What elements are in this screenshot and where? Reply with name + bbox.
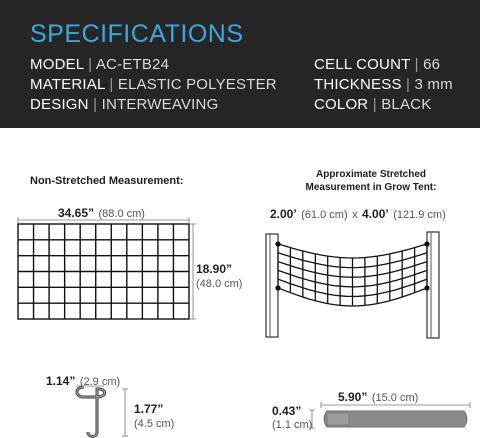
strap-width-cm: (1.1 cm): [272, 419, 313, 431]
net-grid-lines: [18, 224, 189, 319]
spec-value: BLACK: [381, 96, 432, 113]
spec-value: INTERWEAVING: [101, 96, 219, 113]
stretched-w2: 4.00’: [362, 207, 389, 221]
spec-label: COLOR: [314, 96, 369, 113]
tent-illustration: [266, 232, 439, 338]
hook-height-cm: (4.5 cm): [134, 418, 175, 430]
hook-width-in: 1.14”: [46, 374, 76, 388]
spec-separator: |: [93, 96, 98, 113]
net-width-dimension: [18, 217, 189, 223]
net-width-in: 34.65”: [58, 206, 95, 220]
strap-width-in: 0.43”: [272, 404, 302, 418]
hook-width-cm: (2.9 cm): [79, 376, 121, 388]
spec-value: AC-ETB24: [95, 56, 170, 73]
net-illustration: [18, 224, 189, 319]
net-height-cm: (48.0 cm): [196, 278, 243, 290]
spec-separator: |: [406, 76, 411, 93]
net-height-in: 18.90”: [196, 262, 233, 276]
net-anchor: [276, 286, 280, 290]
stretched-net-strand: [278, 244, 427, 258]
page-title: SPECIFICATIONS: [30, 20, 244, 48]
spec-value: 3 mm: [414, 76, 453, 93]
stretched-heading-line2: Measurement in Grow Tent:: [305, 182, 437, 193]
net-anchor: [425, 242, 429, 246]
spec-separator: |: [109, 76, 114, 93]
spec-label: MATERIAL: [30, 76, 105, 93]
hook-height-in: 1.77”: [134, 402, 164, 416]
spec-separator: |: [88, 56, 93, 73]
tent-pole-left: [266, 234, 278, 337]
tent-pole-right: [427, 232, 439, 338]
strap-length-in: 5.90”: [338, 390, 368, 404]
spec-label: THICKNESS: [314, 76, 402, 93]
stretched-heading-line1: Approximate Stretched: [315, 169, 427, 180]
stretched-net: [276, 242, 429, 306]
strap-buckle: [327, 413, 349, 425]
strap-illustration: [309, 402, 470, 428]
spec-label: MODEL: [30, 56, 84, 73]
spec-label: DESIGN: [30, 96, 89, 113]
stretched-times: x: [352, 209, 358, 221]
hook-shape: [77, 387, 105, 437]
spec-separator: |: [414, 56, 419, 73]
net-anchor: [425, 286, 429, 290]
spec-label: CELL COUNT: [314, 56, 411, 73]
net-anchor: [276, 242, 280, 246]
stretched-w1-cm: (61.0 cm): [301, 209, 348, 221]
strap-length-cm: (15.0 cm): [371, 392, 419, 404]
hook-illustration: [76, 386, 128, 437]
spec-value: 66: [423, 56, 441, 73]
nonstretched-heading: Non-Stretched Measurement:: [30, 175, 184, 187]
net-width-cm: (88.0 cm): [98, 208, 145, 220]
net-height-dimension: [190, 224, 196, 319]
spec-value: ELASTIC POLYESTER: [117, 76, 277, 93]
spec-separator: |: [372, 96, 377, 113]
stretched-w1: 2.00’: [270, 207, 297, 221]
stretched-w2-cm: (121.9 cm): [393, 209, 446, 221]
